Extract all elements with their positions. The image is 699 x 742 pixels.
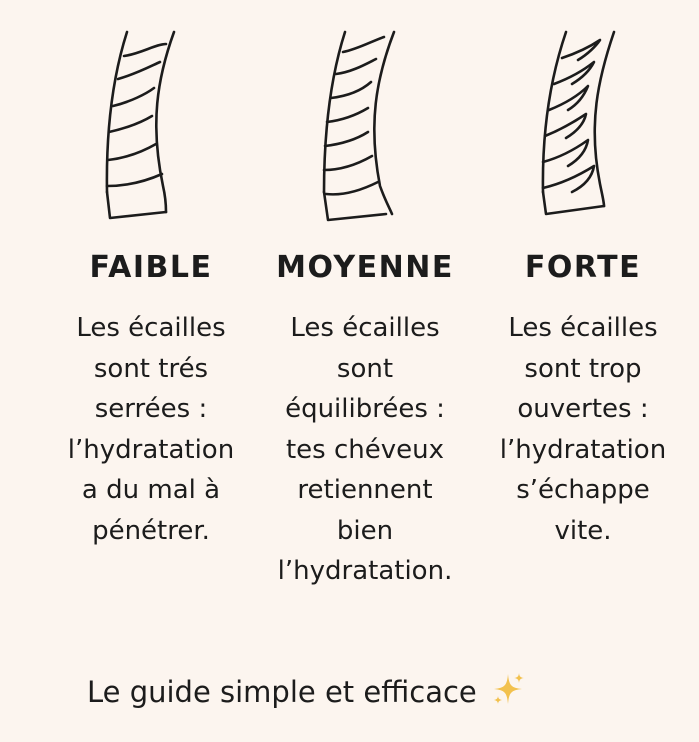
level-title: FORTE xyxy=(524,250,642,285)
level-title: MOYENNE xyxy=(276,250,454,285)
porosity-column-medium xyxy=(262,0,468,592)
hair-strand-closed-scales-icon xyxy=(96,24,206,224)
description-line: tes chéveux xyxy=(285,434,445,465)
description-line: l’hydratation xyxy=(67,434,235,465)
description-line: a du mal à xyxy=(81,475,221,505)
footer-tagline xyxy=(87,672,524,712)
description-line: pénétrer. xyxy=(92,515,210,546)
description-line: Les écailles xyxy=(290,313,440,343)
description-line: bien xyxy=(336,515,394,546)
description-line: serrées : xyxy=(94,394,208,424)
description-line: s’échappe xyxy=(516,475,650,505)
level-description xyxy=(68,308,234,551)
description-line: sont trés xyxy=(93,353,209,384)
description-line: retiennent xyxy=(297,475,433,505)
footer-text: Le guide simple et efficace xyxy=(87,675,477,709)
description-line: l’hydratation. xyxy=(277,556,453,586)
level-title: FAIBLE xyxy=(89,250,213,285)
description-line: vite. xyxy=(554,515,612,546)
description-line: sont xyxy=(336,353,394,384)
description-line: équilibrées : xyxy=(285,394,445,424)
hair-strand-balanced-scales-icon xyxy=(310,24,420,224)
description-line: Les écailles xyxy=(76,313,226,343)
level-description xyxy=(500,308,666,551)
description-line: sont trop xyxy=(524,353,642,384)
description-line: Les écailles xyxy=(508,313,658,343)
hair-strand-open-scales-icon xyxy=(528,24,638,224)
sparkles-icon xyxy=(492,672,524,706)
description-line: ouvertes : xyxy=(517,394,649,424)
description-line: l’hydratation xyxy=(499,434,667,465)
level-description xyxy=(278,308,453,592)
porosity-column-low xyxy=(48,0,254,551)
porosity-column-high xyxy=(480,0,686,551)
